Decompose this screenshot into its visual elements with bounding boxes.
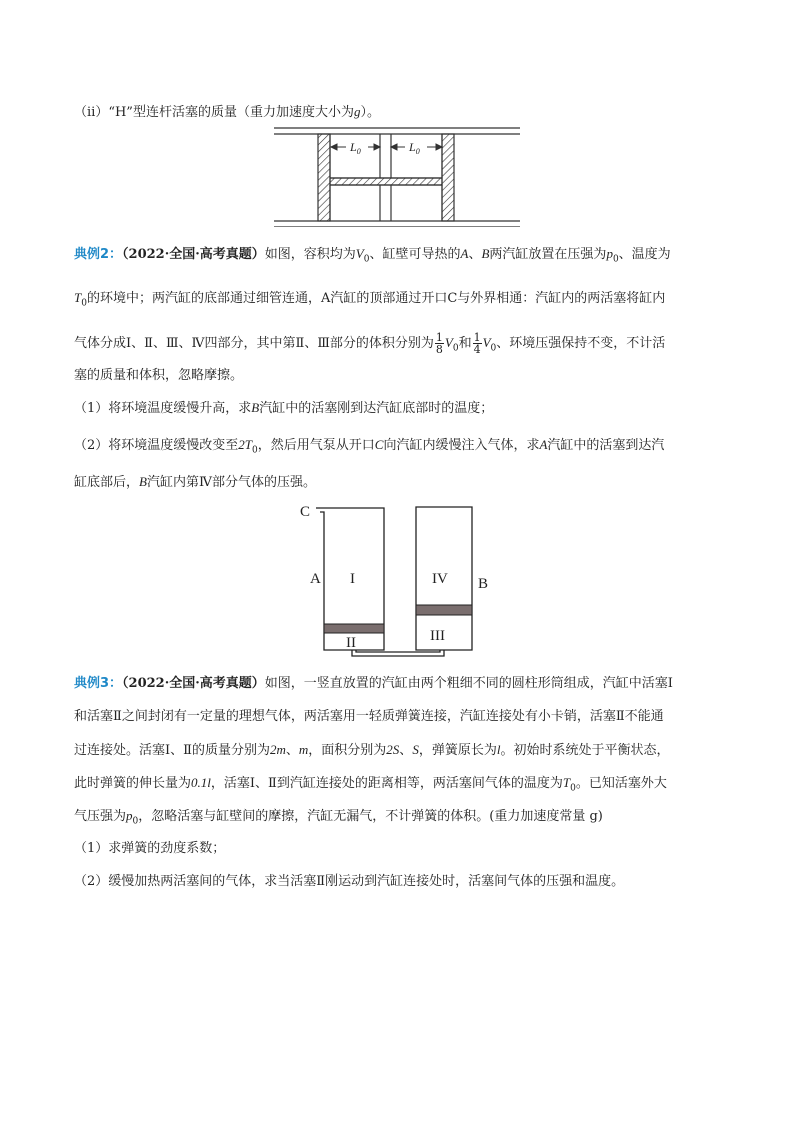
sub: 0 — [363, 254, 370, 265]
ex2-line3 — [74, 330, 722, 362]
question-ii — [74, 104, 722, 121]
var-V: V — [482, 335, 491, 350]
var-B: B — [139, 474, 147, 489]
h-piston-figure — [274, 125, 522, 227]
q-ii-prefix: （ⅱ）“H”型连杆活塞的质量（重力加速度大小为 — [74, 105, 354, 120]
ex2-q2c: 向汽缸内缓慢注入气体，求 — [383, 438, 540, 453]
ex3-label: 典例3： — [74, 676, 123, 691]
ex3-question-1 — [74, 841, 722, 857]
var-0.1l: 0.1l — [191, 775, 211, 790]
sub: 0 — [612, 254, 619, 265]
ex2-l1c: 、 — [468, 247, 482, 262]
ex2-line4 — [74, 368, 722, 384]
ex3-q1: （1）求弹簧的劲度系数； — [74, 841, 226, 856]
ex3-question-2 — [74, 874, 722, 890]
two-cylinder-figure — [296, 500, 496, 662]
var-A: A — [539, 437, 548, 452]
var-l: l — [496, 742, 501, 757]
ex3-l5b: ，忽略活塞与缸壁间的摩擦，汽缸无漏气，不计弹簧的体积。(重力加速度常量 g) — [138, 809, 603, 824]
var-p: p — [606, 246, 613, 261]
ex3-line5 — [74, 808, 722, 830]
var-V: V — [355, 246, 364, 261]
ex3-l3a: 过连接处。活塞Ⅰ、Ⅱ的质量分别为 — [74, 743, 270, 758]
ex3-line2 — [74, 709, 722, 725]
ex3-l3d: 、 — [399, 743, 413, 758]
var-m: m — [298, 742, 309, 757]
ex2-l1b: 、缸壁可导热的 — [369, 247, 461, 262]
ex3-source: （2022·全国·高考真题） — [122, 676, 265, 691]
ex2-label: 典例2： — [74, 247, 123, 262]
ex2-source: （2022·全国·高考真题） — [122, 247, 265, 262]
ex3-l4c: 。已知活塞外大 — [575, 776, 667, 791]
sub: 0 — [252, 445, 258, 456]
label-A: A — [310, 571, 321, 587]
ex2-l4: 塞的质量和体积，忽略摩擦。 — [74, 368, 244, 383]
dim-label-right: $L_0$ — [409, 140, 420, 156]
ex2-l1d: 两汽缸放置在压强为 — [489, 247, 607, 262]
ex3-l3c: ，面积分别为 — [308, 743, 387, 758]
var-T: T — [74, 290, 82, 305]
var-B: B — [481, 246, 490, 261]
ex3-line3 — [74, 742, 722, 759]
sub: 0 — [81, 298, 87, 309]
ex2-line2 — [74, 290, 722, 312]
label-II: II — [346, 635, 356, 651]
ex3-l3e: ，弹簧原长为 — [418, 743, 497, 758]
ex2-l3b: 、环境压强保持不变，不计活 — [496, 336, 666, 351]
ex2-q1a: （1）将环境温度缓慢升高，求 — [74, 401, 252, 416]
ex2-question-2-cont — [74, 474, 722, 491]
var-p: p — [126, 808, 133, 823]
left-piston — [318, 134, 330, 221]
ex2-q2l2a: 缸底部后， — [74, 475, 140, 490]
ex2-q2b: ，然后用气泵从开口 — [257, 438, 375, 453]
var-A: A — [460, 246, 469, 261]
ex2-l1a: 如图，容积均为 — [264, 247, 356, 262]
ex3-l4b: ，活塞Ⅰ、Ⅱ到汽缸连接处的距离相等，两活塞间气体的温度为 — [210, 776, 563, 791]
label-IV: IV — [432, 571, 448, 587]
ex3-l5a: 气压强为 — [74, 809, 127, 824]
ex3-q2: （2）缓慢加热两活塞间的气体，求当活塞Ⅱ刚运动到汽缸连接处时，活塞间气体的压强和温度。 — [74, 874, 625, 889]
dim-label-left: $L_0$ — [350, 140, 361, 156]
ex3-l2: 和活塞Ⅱ之间封闭有一定量的理想气体，两活塞用一轻质弹簧连接，汽缸连接处有小卡销，活塞Ⅱ不能通 — [74, 709, 664, 724]
var-S: S — [412, 742, 419, 757]
ex3-line1 — [74, 676, 722, 692]
ex2-l3a: 气体分成Ⅰ、Ⅱ、Ⅲ、Ⅳ四部分，其中第Ⅱ、Ⅲ部分的体积分别为 — [74, 336, 434, 351]
var-T: T — [562, 775, 571, 790]
sub: 0 — [490, 343, 497, 354]
var-2m: 2m — [269, 742, 286, 757]
fraction-1-8: $\frac{1}{8}$ — [435, 331, 443, 356]
var-2T: 2T — [238, 437, 253, 452]
ex2-q2l2b: 汽缸内第Ⅳ部分气体的压强。 — [146, 475, 316, 490]
ex2-l1e: 、温度为 — [618, 247, 671, 262]
var-B: B — [251, 400, 260, 415]
ex2-l3and: 和 — [458, 336, 472, 351]
ex2-q2d: 汽缸中的活塞到达汽 — [547, 438, 665, 453]
connecting-rod — [330, 178, 442, 185]
var-2S: 2S — [386, 742, 400, 757]
ex2-line1 — [74, 246, 722, 268]
piston-a — [324, 624, 384, 633]
ex3-l3b: 、 — [285, 743, 299, 758]
label-B: B — [478, 576, 489, 592]
q-ii-g: g — [353, 104, 361, 119]
right-piston — [442, 134, 454, 221]
q-ii-suffix: ）。 — [360, 105, 380, 120]
sub: 0 — [570, 783, 576, 794]
sub: 0 — [452, 343, 459, 354]
ex2-q2a: （2）将环境温度缓慢改变至 — [74, 438, 239, 453]
ex3-line4 — [74, 775, 722, 797]
label-I: I — [350, 571, 355, 587]
ex3-l1: 如图，一竖直放置的汽缸由两个粗细不同的圆柱形筒组成，汽缸中活塞Ⅰ — [264, 676, 673, 691]
ex2-l2: 的环境中；两汽缸的底部通过细管连通，A汽缸的顶部通过开口C与外界相通：汽缸内的两活塞将缸内 — [86, 291, 666, 306]
ex2-question-1 — [74, 400, 722, 417]
sub: 0 — [132, 816, 139, 827]
fraction-1-4: $\frac{1}{4}$ — [473, 331, 481, 356]
ex2-question-2 — [74, 437, 722, 459]
piston-b — [416, 605, 472, 615]
var-V: V — [444, 335, 453, 350]
label-C: C — [300, 504, 311, 520]
var-C: C — [374, 437, 384, 452]
ex3-l4a: 此时弹簧的伸长量为 — [74, 776, 192, 791]
ex3-l3f: 。初始时系统处于平衡状态， — [500, 743, 670, 758]
ex2-q1b: 汽缸中的活塞刚到达汽缸底部时的温度； — [259, 401, 494, 416]
label-III: III — [430, 628, 445, 644]
